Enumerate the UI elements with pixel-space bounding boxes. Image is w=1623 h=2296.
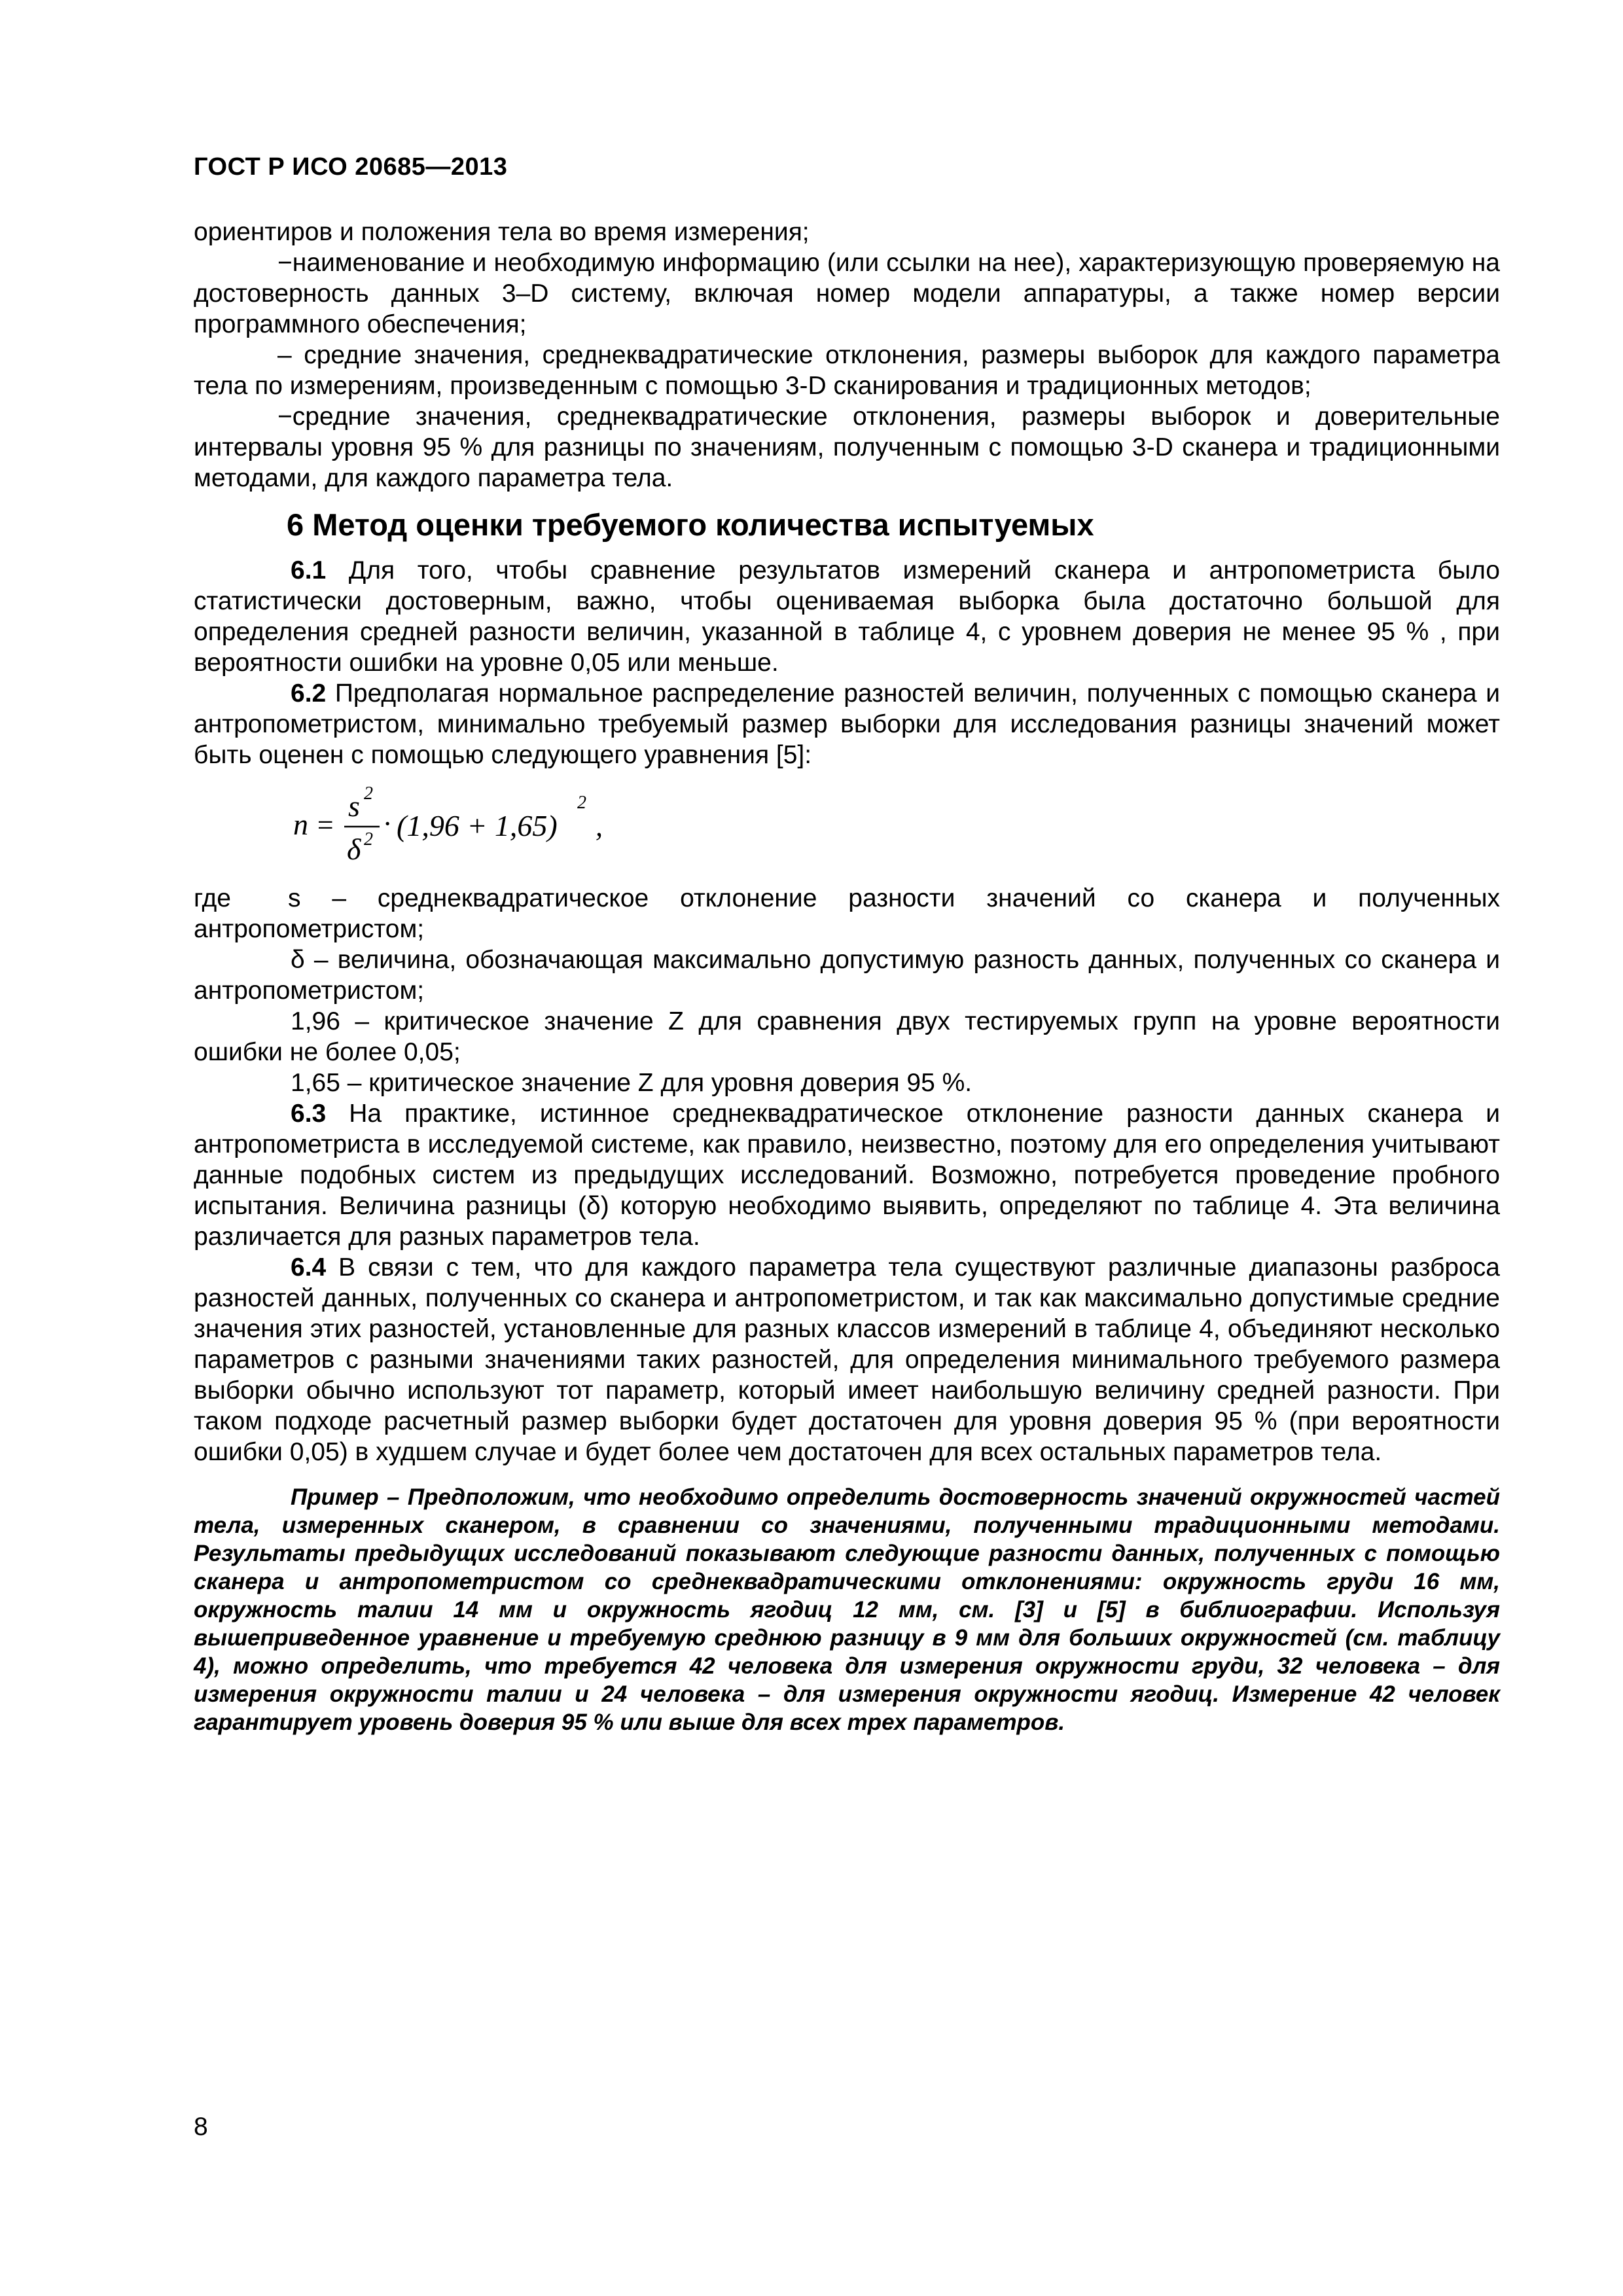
formula-equals: = bbox=[315, 809, 335, 841]
formula-n: n bbox=[293, 808, 308, 841]
clause-number: 6.1 bbox=[291, 556, 327, 584]
list-item-means: – средние значения, среднеквадратические отклонения, размеры выборок для каждого параметра тела по измерениям, произведенным с помощью 3-D сканирования и традиционных методов; bbox=[194, 341, 1500, 400]
example-note: Пример – Предположим, что необходимо определить достоверность значений окружностей частей тела, измеренных сканером, в сравнении со значениями, полученными традиционными методами. Результаты предыдущих исследований показывают следующие разности данных, полученных с помощью сканера и антропометристом со среднеквадратическими отклонениями: окружность груди 16 мм, окружность талии 14 мм и окружность ягодиц 12 мм, см. [3] и [5] в библиографии. Используя вышеприведенное уравнение и требуемую среднюю разницу в 9 мм для больших окружностей (см. таблицу 4), можно определить, что требуется 42 человека для измерения окружности груди, 32 человека – для измерения окружности талии и 24 человека – для измерения окружности ягодиц. Измерение 42 человек гарантирует уровень доверия 95 % или выше для всех трех параметров. bbox=[194, 1484, 1500, 1735]
formula-delta: δ bbox=[347, 833, 361, 866]
clause-number: 6.3 bbox=[291, 1100, 327, 1128]
where-196: 1,96 – критическое значение Z для сравнения двух тестируемых групп на уровне вероятности ошибки не более 0,05; bbox=[194, 1007, 1500, 1066]
where-165: 1,65 – критическое значение Z для уровня доверия 95 %. bbox=[291, 1069, 972, 1097]
where-delta: δ – величина, обозначающая максимально допустимую разность данных, полученных со сканера и антропометристом; bbox=[194, 946, 1500, 1005]
formula-comma: , bbox=[596, 810, 603, 842]
paragraph-6-1 bbox=[194, 555, 1500, 678]
formula-graphic bbox=[288, 776, 628, 874]
paragraph-text: Для того, чтобы сравнение результатов измерений сканера и антропометриста было статистически достоверным, важно, чтобы оцениваемая выборка была достаточно большой для определения средней разности величин, указанной в таблице 4, с уровнем доверия не менее 95 % , при вероятности ошибки на уровне 0,05 или меньше. bbox=[194, 556, 1500, 677]
formula-outer-exponent: 2 bbox=[577, 793, 586, 813]
where-label: где bbox=[194, 884, 231, 912]
page-number: 8 bbox=[194, 2113, 208, 2141]
clause-number: 6.4 bbox=[291, 1253, 327, 1282]
where-s-text: s – среднеквадратическое отклонение разности значений со сканера и полученных антропометристом; bbox=[194, 884, 1500, 943]
list-item-intervals: −средние значения, среднеквадратические отклонения, размеры выборок и доверительные интервалы уровня 95 % для разницы по значениям, полученным с помощью 3-D сканера и традиционными методами, для каждого параметра тела. bbox=[194, 403, 1500, 492]
list-item-name: −наименование и необходимую информацию (или ссылки на нее), характеризующую проверяемую на достоверность данных 3–D систему, включая номер модели аппаратуры, а также номер версии программного обеспечения; bbox=[194, 249, 1500, 338]
formula-dot: · bbox=[383, 808, 391, 840]
paragraph-text: На практике, истинное среднеквадратическое отклонение разности данных сканера и антропометриста в исследуемой системе, как правило, неизвестно, поэтому для его определения учитывают данные подобных систем из предыдущих исследований. Возможно, потребуется проведение пробного испытания. Величина разницы (δ) которую необходимо выявить, определяют по таблице 4. Эта величина различается для разных параметров тела. bbox=[194, 1100, 1500, 1251]
formula-parenthesis: (1,96 + 1,65) bbox=[397, 809, 558, 842]
formula-delta-exponent: 2 bbox=[364, 829, 373, 850]
document-body bbox=[194, 217, 1500, 1736]
paragraph-6-2 bbox=[194, 678, 1500, 770]
paragraph-6-4 bbox=[194, 1252, 1500, 1467]
section-title: 6 Метод оценки требуемого количества испытуемых bbox=[287, 507, 1094, 542]
formula-s-exponent: 2 bbox=[364, 783, 373, 804]
sample-size-formula bbox=[194, 776, 1500, 874]
clause-number: 6.2 bbox=[291, 679, 327, 708]
where-s bbox=[194, 883, 1500, 944]
page-header: ГОСТ Р ИСО 20685—2013 bbox=[194, 153, 508, 181]
paragraph-6-3 bbox=[194, 1098, 1500, 1252]
paragraph-text: Предполагая нормальное распределение разностей величин, полученных с помощью сканера и антропометристом, минимально требуемый размер выборки для исследования разницы значений может быть оценен с помощью следующего уравнения [5]: bbox=[194, 679, 1500, 769]
formula-s: s bbox=[348, 789, 360, 823]
continuation-text: ориентиров и положения тела во время измерения; bbox=[194, 218, 810, 246]
paragraph-text: В связи с тем, что для каждого параметра тела существуют различные диапазоны разброса разностей данных, полученных со сканера и антропометристом, и так как максимально допустимые средние значения этих разностей, установленные для разных классов измерений в таблице 4, объединяют несколько параметров с разными значениями таких разностей, для определения минимального требуемого размера выборки обычно используют тот параметр, который имеет наибольшую величину средней разности. При таком подходе расчетный размер выборки будет достаточен для уровня доверия 95 % (при вероятности ошибки 0,05) в худшем случае и будет более чем достаточен для всех остальных параметров тела. bbox=[194, 1253, 1500, 1466]
